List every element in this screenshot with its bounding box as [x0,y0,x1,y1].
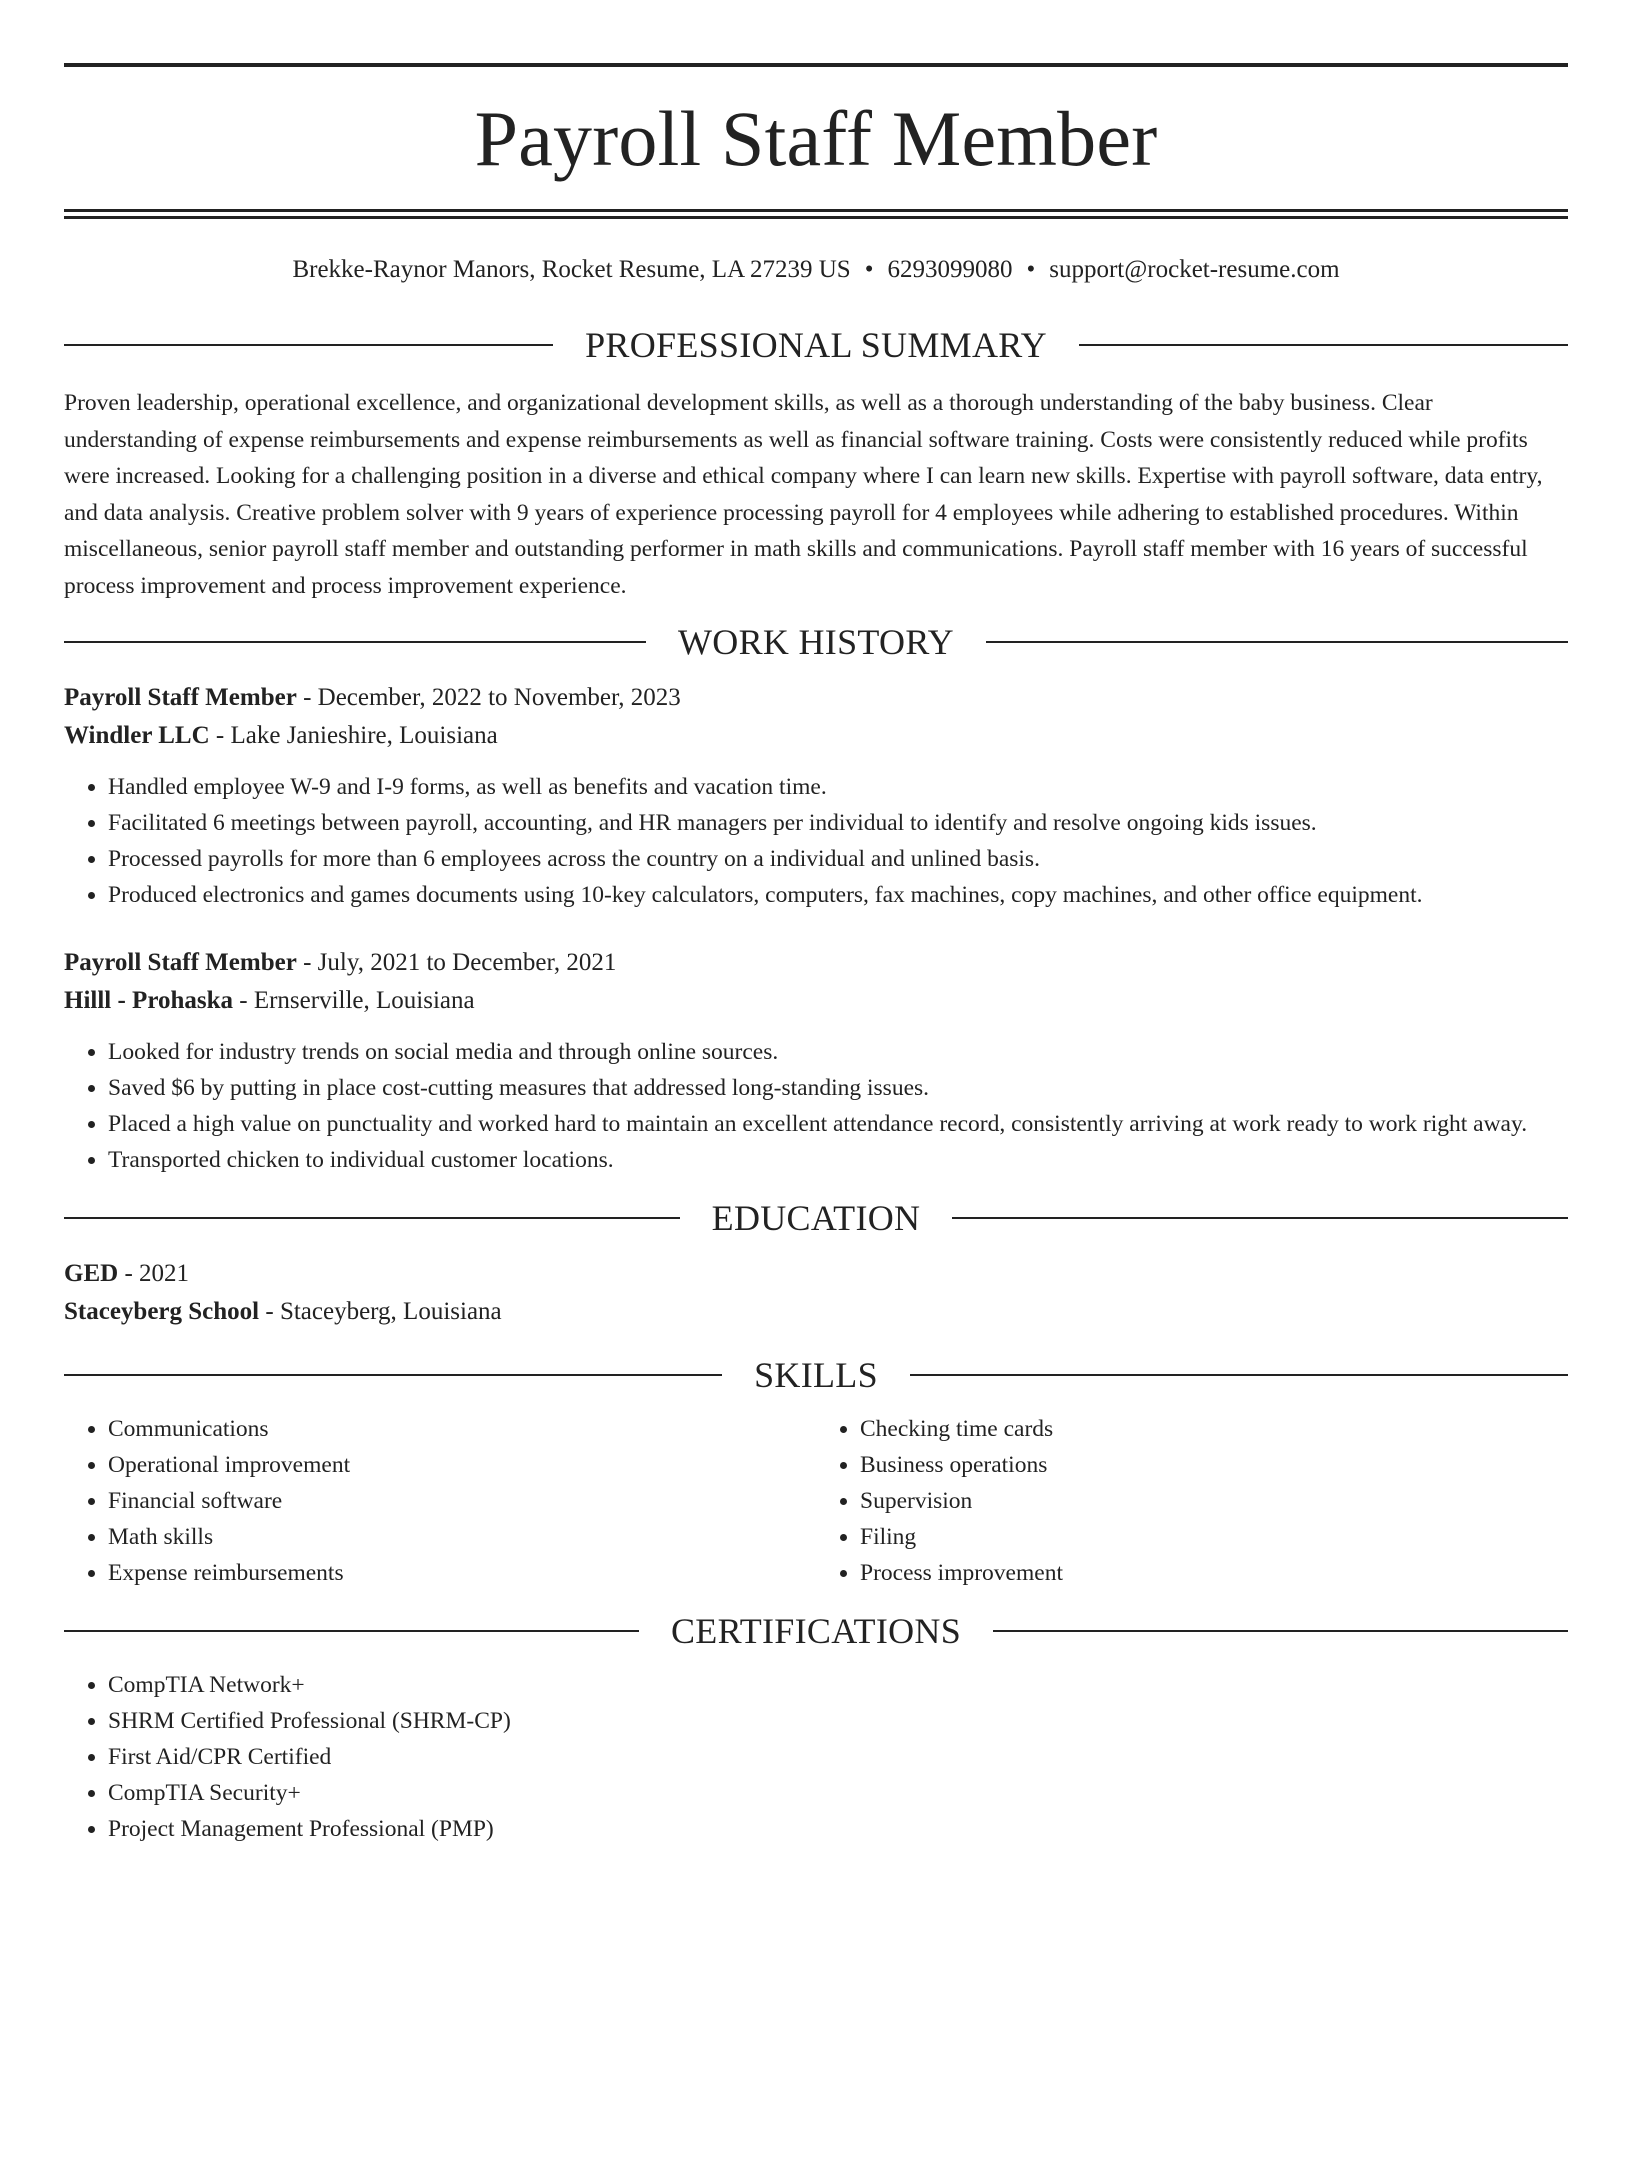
resume-title: Payroll Staff Member [474,95,1158,182]
certification-item: • CompTIA Network+ [108,1667,1568,1703]
contact-email: support@rocket-resume.com [1049,256,1340,283]
work-history-heading [64,624,1568,660]
work-history-heading-label: WORK HISTORY [678,622,954,662]
summary-heading [64,327,1568,363]
heading-rule-left [64,641,646,643]
summary-heading-label: PROFESSIONAL SUMMARY [585,325,1047,365]
heading-rule-left [64,1630,639,1632]
education-location: - Staceyberg, Louisiana [259,1298,502,1325]
job-bullet: • Saved $6 by putting in place cost-cutting measures that addressed long-standing issues. [108,1070,1568,1106]
certification-item: • First Aid/CPR Certified [108,1739,1568,1775]
job-bullets [64,769,1568,913]
certifications-heading [64,1613,1568,1649]
heading-rule-left [64,1217,680,1219]
heading-rule-right [993,1630,1568,1632]
contact-line [64,255,1568,285]
contact-address: Brekke-Raynor Manors, Rocket Resume, LA 27239 US [292,256,851,283]
job-location: - Ernserville, Louisiana [233,987,475,1014]
job-entry [64,679,1568,913]
job-company-line [64,717,1568,755]
heading-rule-left [64,1374,722,1376]
certifications-list [64,1667,1568,1847]
job-dates: - December, 2022 to November, 2023 [296,684,681,711]
education-degree-line [64,1255,1568,1293]
skill-item: • Communications [108,1411,816,1447]
skills-heading [64,1357,1568,1393]
job-bullet: • Processed payrolls for more than 6 employees across the country on a individual and unlined basis. [108,841,1568,877]
skill-item: • Business operations [860,1447,1568,1483]
job-title: Payroll Staff Member [64,949,297,976]
skill-item: • Process improvement [860,1555,1568,1591]
skills-heading-label: SKILLS [754,1355,878,1395]
job-title-line [64,944,1568,982]
education-school-line [64,1293,1568,1331]
skills-column-right [816,1411,1568,1591]
certification-item: • SHRM Certified Professional (SHRM-CP) [108,1703,1568,1739]
skills-column-left [64,1411,816,1591]
education-heading [64,1200,1568,1236]
contact-separator: • [1026,256,1036,283]
skills-grid [64,1411,1568,1591]
skill-item: • Financial software [108,1483,816,1519]
certification-item: • Project Management Professional (PMP) [108,1811,1568,1847]
heading-rule-right [986,641,1568,643]
skill-item: • Math skills [108,1519,816,1555]
heading-rule-right [910,1374,1568,1376]
skill-item: • Expense reimbursements [108,1555,816,1591]
job-company-line [64,982,1568,1020]
job-bullet: • Placed a high value on punctuality and worked hard to maintain an excellent attendance record, consistently arriving at work ready to work right away. [108,1106,1568,1142]
job-entry [64,944,1568,1178]
job-bullet: • Transported chicken to individual customer locations. [108,1142,1568,1178]
job-company: Hilll - Prohaska [64,987,234,1014]
job-bullet: • Handled employee W-9 and I-9 forms, as well as benefits and vacation time. [108,769,1568,805]
education-entry [64,1255,1568,1331]
resume-page [0,63,1632,2175]
job-bullet: • Looked for industry trends on social media and through online sources. [108,1034,1568,1070]
heading-rule-right [1079,344,1568,346]
skill-item: • Checking time cards [860,1411,1568,1447]
heading-rule-right [952,1217,1568,1219]
summary-text: Proven leadership, operational excellence, and organizational development skills, as well as a thorough understanding of the baby business. Clear understanding of expense reimbursements and expense reimbursements as well as financial software training. Costs were consistently reduced while profits were increased. Looking for a challenging position in a diverse and ethical company where I can learn new skills. Expertise with payroll software, data entry, and data analysis. Creative problem solver with 9 years of experience processing payroll for 4 employees while adhering to established procedures. Within miscellaneous, senior payroll staff member and outstanding performer in math skills and communications. Payroll staff member with 16 years of successful process improvement and process improvement experience. [64,390,1543,599]
job-dates: - July, 2021 to December, 2021 [296,949,617,976]
job-title: Payroll Staff Member [64,684,297,711]
job-bullet: • Facilitated 6 meetings between payroll, accounting, and HR managers per individual to identify and resolve ongoing kids issues. [108,805,1568,841]
education-degree: GED [64,1260,119,1287]
certifications-heading-label: CERTIFICATIONS [670,1611,962,1651]
job-title-line [64,679,1568,717]
certification-item: • CompTIA Security+ [108,1775,1568,1811]
skill-item: • Filing [860,1519,1568,1555]
education-year: - 2021 [118,1260,190,1287]
contact-separator: • [864,256,874,283]
education-school: Staceyberg School [64,1298,260,1325]
skill-item: • Supervision [860,1483,1568,1519]
title-double-rule [64,209,1568,219]
job-company: Windler LLC [64,722,210,749]
heading-rule-left [64,344,553,346]
job-bullet: • Produced electronics and games documents using 10-key calculators, computers, fax machines, copy machines, and other office equipment. [108,877,1568,913]
job-location: - Lake Janieshire, Louisiana [209,722,498,749]
skill-item: • Operational improvement [108,1447,816,1483]
top-rule [64,63,1568,67]
education-heading-label: EDUCATION [711,1198,921,1238]
job-bullets [64,1034,1568,1178]
contact-phone: 6293099080 [887,256,1013,283]
